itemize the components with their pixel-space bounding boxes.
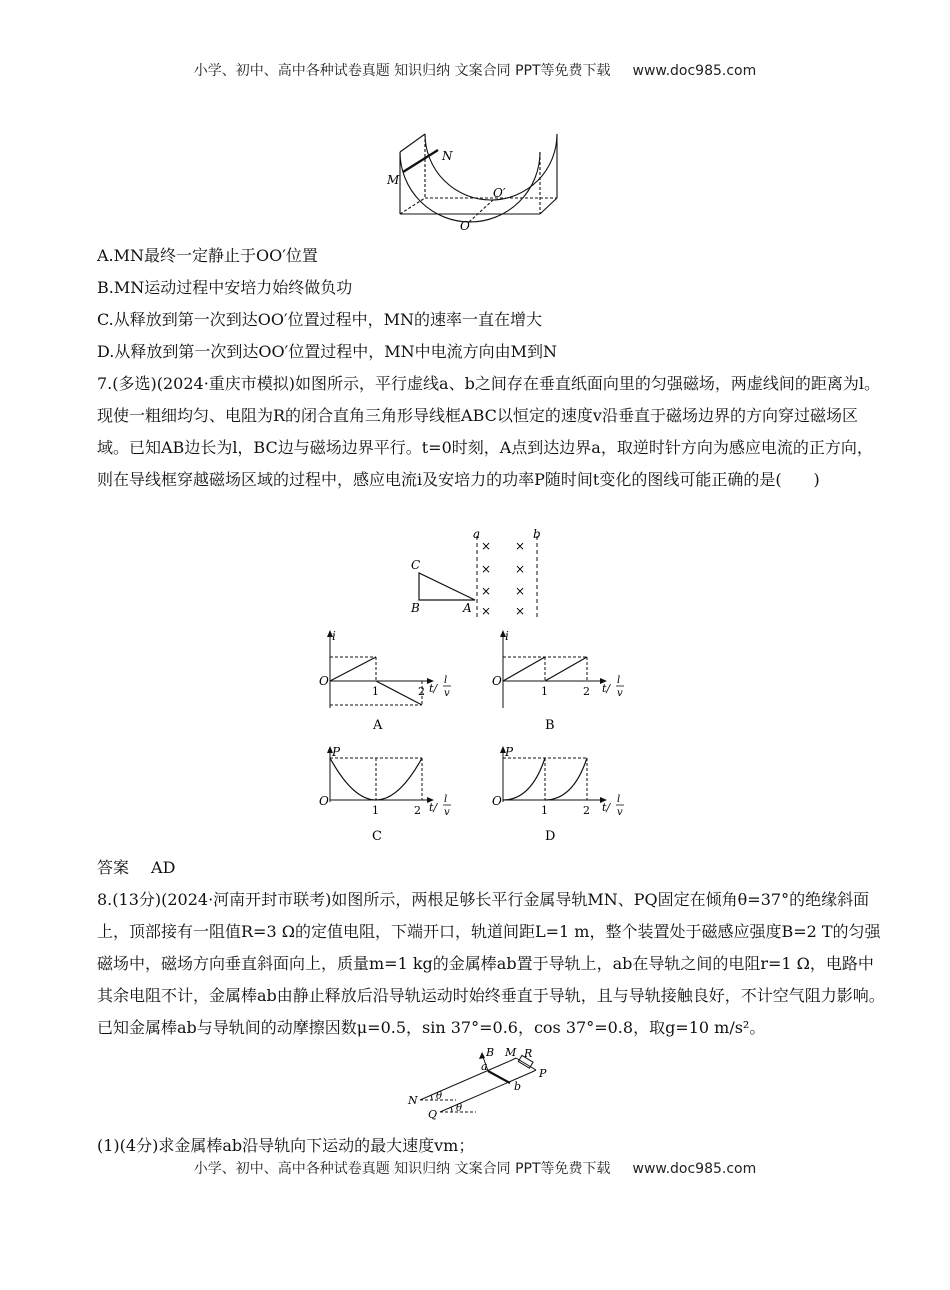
current-line-1: [503, 657, 545, 681]
field-cross: ×: [481, 562, 492, 576]
answer-value: AD: [151, 858, 176, 877]
label-B: B: [486, 1046, 495, 1059]
graph-caption: C: [372, 829, 382, 844]
y-axis-label: i: [332, 629, 336, 643]
origin-label: O: [319, 674, 329, 688]
tick-label: 1: [372, 804, 379, 817]
tick-label: 2: [414, 804, 421, 817]
label-O: O: [460, 219, 470, 233]
label-M: M: [505, 1046, 517, 1059]
q6-option-a: A.MN最终一定静止于OO′位置: [97, 246, 318, 265]
label-N: N: [442, 149, 453, 163]
tick-label: 2: [418, 685, 425, 698]
triangle-frame-ABC: [419, 573, 475, 600]
field-cross: ×: [515, 539, 526, 553]
y-axis-label: P: [332, 745, 341, 759]
label-M: M: [387, 173, 400, 187]
angle-theta-label: θ: [456, 1103, 463, 1114]
footer-text: 小学、初中、高中各种试卷真题 知识归纳 文案合同 PPT等免费下载: [193, 1161, 611, 1177]
vertex-C-label: C: [411, 558, 421, 572]
label-O-prime: O′: [493, 186, 506, 200]
field-cross: ×: [481, 539, 492, 553]
tick-label: 2: [583, 685, 590, 698]
label-Q: Q: [428, 1108, 438, 1120]
label-a: a: [481, 1060, 488, 1073]
unit-numerator: l: [444, 675, 448, 686]
y-axis-label: P: [505, 745, 514, 759]
q6-rail-figure: [385, 122, 575, 234]
answer-line: [97, 858, 897, 878]
q7-question-text: 7.(多选)(2024·重庆市模拟)如图所示，平行虚线a、b之间存在垂直纸面向里的匀强磁场，两虚线间的距离为l。现使一粗细均匀、电阻为R的闭合直角三角形导线框ABC以恒定的速度v沿垂直于磁场边界的方向穿过磁场区域。已知AB边长为l，BC边与磁场边界平行。t=0时刻，A点到达边界a，取逆时针方向为感应电流的正方向，则在导线框穿越磁场区域的过程中，感应电流i及安培力的功率P随时间t变化的图线可能正确的是( ): [97, 374, 880, 489]
t-axis-label: t/: [602, 682, 611, 695]
unit-numerator: l: [444, 794, 448, 805]
label-b: b: [514, 1080, 522, 1093]
origin-label: O: [492, 674, 502, 688]
field-cross: ×: [515, 604, 526, 618]
graph-caption: A: [373, 718, 383, 733]
t-axis-label: t/: [429, 801, 438, 814]
angle-theta-label: θ: [436, 1091, 443, 1102]
vertex-A-label: A: [463, 601, 472, 615]
origin-label: O: [319, 794, 329, 808]
graph-D: [489, 744, 629, 844]
unit-numerator: l: [617, 794, 621, 805]
front-rail: [400, 152, 540, 222]
tick-label: 1: [541, 804, 548, 817]
current-line-2: [545, 657, 587, 681]
header-text: 小学、初中、高中各种试卷真题 知识归纳 文案合同 PPT等免费下载: [193, 63, 611, 79]
label-N: N: [408, 1094, 418, 1107]
graph-caption: B: [545, 718, 555, 733]
page-header: [0, 60, 950, 80]
unit-denominator: v: [444, 807, 450, 818]
label-P: P: [539, 1067, 547, 1080]
unit-denominator: v: [617, 688, 623, 699]
q6-option-d: D.从释放到第一次到达OO′位置过程中，MN中电流方向由M到N: [97, 342, 557, 361]
power-curve-1: [503, 758, 545, 800]
graph-B: [489, 628, 629, 736]
page-footer: [0, 1158, 950, 1178]
current-line-1: [330, 657, 376, 681]
field-cross: ×: [515, 584, 526, 598]
origin-label: O: [492, 794, 502, 808]
tick-label: 1: [372, 685, 379, 698]
back-rail: [425, 134, 557, 200]
unit-numerator: l: [617, 675, 621, 686]
unit-denominator: v: [444, 688, 450, 699]
boundary-b-label: b: [533, 527, 541, 541]
graph-caption: D: [545, 829, 556, 844]
q6-option-b: B.MN运动过程中安培力始终做负功: [97, 278, 353, 297]
field-cross: ×: [481, 604, 492, 618]
q7-setup-figure: [405, 526, 555, 621]
field-cross: ×: [481, 584, 492, 598]
current-line-2: [376, 681, 422, 705]
graph-C: [316, 744, 456, 844]
boundary-a-label: a: [473, 527, 481, 541]
label-R: R: [524, 1047, 533, 1060]
t-axis-label: t/: [429, 682, 438, 695]
answer-label: 答案: [97, 858, 130, 877]
q6-option-c: C.从释放到第一次到达OO′位置过程中，MN的速率一直在增大: [97, 310, 543, 329]
q8-question-text: 8.(13分)(2024·河南开封市联考)如图所示，两根足够长平行金属导轨MN、PQ固定在倾角θ=37°的绝缘斜面上，顶部接有一阻值R=3 Ω的定值电阻，下端开口，轨道间距L=1 m，整个装置处于磁感应强度B=2 T的匀强磁场中，磁场方向垂直斜面向上，质量m=1 kg的金属棒ab置于导轨上，ab在导轨之间的电阻r=1 Ω，电路中其余电阻不计，金属棒ab由静止释放后沿导轨运动时始终垂直于导轨，且与导轨接触良好，不计空气阻力影响。已知金属棒ab与导轨间的动摩擦因数μ=0.5，sin 37°=0.6，cos 37°=0.8，取g=10 m/s²。: [97, 890, 885, 1037]
q8-incline-figure: [402, 1044, 560, 1120]
footer-url[interactable]: www.doc985.com: [632, 1161, 757, 1177]
vertex-B-label: B: [411, 601, 420, 615]
header-url[interactable]: www.doc985.com: [632, 63, 757, 79]
q8-subquestion-1: (1)(4分)求金属棒ab沿导轨向下运动的最大速度vm；: [97, 1136, 475, 1155]
unit-denominator: v: [617, 807, 623, 818]
tick-label: 2: [583, 804, 590, 817]
rod-MN: [403, 150, 438, 172]
graph-A: [316, 628, 456, 736]
power-curve-2: [545, 758, 587, 800]
y-axis-label: i: [505, 629, 509, 643]
field-cross: ×: [515, 562, 526, 576]
rod-ab: [488, 1071, 510, 1083]
tick-label: 1: [541, 685, 548, 698]
t-axis-label: t/: [602, 801, 611, 814]
rail-MN: [420, 1060, 512, 1100]
